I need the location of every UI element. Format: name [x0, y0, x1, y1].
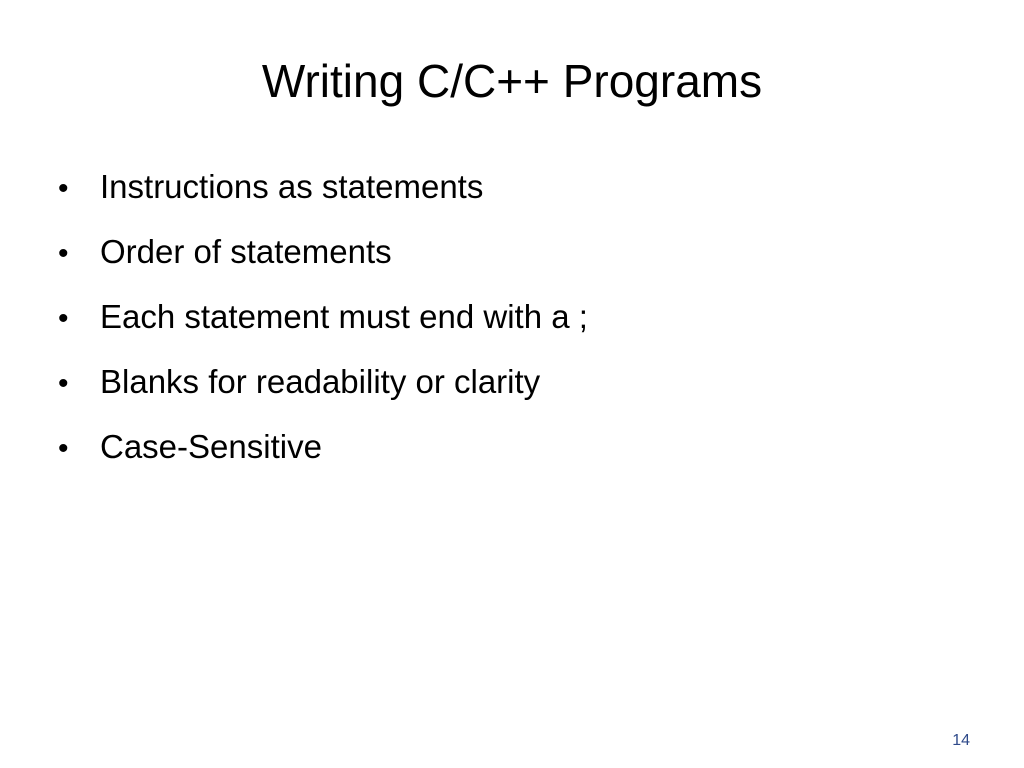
bullet-item	[58, 227, 958, 292]
bullet-item	[58, 422, 958, 487]
bullet-text: Case-Sensitive	[100, 428, 322, 465]
slide-title: Writing C/C++ Programs	[261, 55, 763, 107]
bullet-text: Order of statements	[100, 233, 392, 270]
bullet-icon: •	[58, 432, 69, 465]
bullet-icon: •	[58, 367, 69, 400]
bullet-item	[58, 357, 958, 422]
bullet-text: Each statement must end with a ;	[100, 298, 588, 335]
bullet-item	[58, 292, 958, 357]
bullet-text: Instructions as statements	[100, 168, 484, 205]
bullet-item	[58, 162, 958, 227]
bullet-icon: •	[58, 302, 69, 335]
bullet-icon: •	[58, 237, 69, 270]
bullet-list	[58, 162, 958, 487]
page-number: 14	[952, 732, 970, 749]
bullet-icon: •	[58, 172, 69, 205]
bullet-text: Blanks for readability or clarity	[100, 363, 541, 400]
